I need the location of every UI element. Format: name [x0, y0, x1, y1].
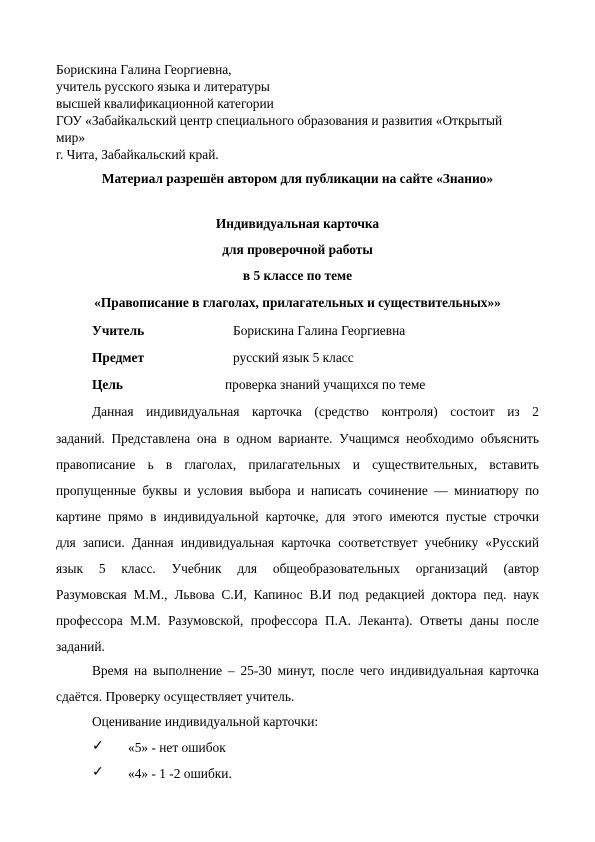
paragraph-line: заданий. Представлена она в одном варианте. Учащимся необходимо объяснить [56, 431, 539, 446]
permission-note: Материал разрешён автором для публикации на сайте «Знанио» [101, 171, 494, 186]
paragraph-line: сдаётся. Проверку осуществляет учитель. [56, 689, 295, 704]
title-line-4: «Правописание в глаголах, прилагательных и существительных»» [94, 295, 501, 310]
paragraph-line: Данная индивидуальная карточка (средство контроля) состоит из 2 [92, 404, 539, 419]
goal-label: Цель [92, 377, 123, 392]
title-line-3: в 5 классе по теме [242, 268, 353, 283]
title-line-1: Индивидуальная карточка [215, 216, 380, 231]
paragraph-line: профессора М.М. Разумовской, профессора П.А. Леканта). Ответы даны после [56, 613, 539, 628]
paragraph-line: заданий. [56, 639, 105, 654]
author-location: г. Чита, Забайкальский край. [56, 147, 219, 162]
grading-heading: Оценивание индивидуальной карточки: [92, 714, 319, 729]
subject-value: русский язык 5 класс [233, 350, 354, 365]
paragraph-line: пропущенные буквы и условия выбора и написать сочинение — миниатюру по [56, 483, 539, 498]
author-name: Борискина Галина Георгиевна, [56, 62, 232, 77]
teacher-label: Учитель [92, 323, 145, 338]
author-category: высшей квалификационной категории [56, 96, 274, 111]
paragraph-line: для записи. Данная индивидуальная карточка соответствует учебнику «Русский [56, 535, 539, 550]
grading-item: «5» - нет ошибок [128, 740, 226, 755]
paragraph-line: картине прямо в индивидуальной карточке, для этого имеются пустые строчки [56, 509, 539, 524]
paragraph-line: Разумовская М.М., Львова С.И, Капинос В.И под редакцией доктора пед. наук [56, 587, 539, 602]
checkmark-icon: ✓ [92, 765, 104, 780]
title-line-2: для проверочной работы [222, 242, 373, 257]
paragraph-line: Время на выполнение – 25-30 минут, после чего индивидуальная карточка [92, 663, 539, 678]
checkmark-icon: ✓ [92, 739, 104, 754]
subject-label: Предмет [92, 350, 145, 365]
author-position: учитель русского языка и литературы [56, 79, 270, 94]
paragraph-line: язык 5 класс. Учебник для общеобразовательных организаций (автор [56, 561, 539, 576]
goal-value: проверка знаний учащихся по теме [225, 377, 426, 392]
teacher-value: Борискина Галина Георгиевна [233, 323, 406, 338]
paragraph-line: правописание ь в глаголах, прилагательных и существительных, вставить [56, 457, 539, 472]
author-organization-cont: мир» [56, 130, 86, 145]
grading-item: «4» - 1 -2 ошибки. [128, 766, 232, 781]
author-organization: ГОУ «Забайкальский центр специального образования и развития «Открытый [56, 113, 503, 128]
